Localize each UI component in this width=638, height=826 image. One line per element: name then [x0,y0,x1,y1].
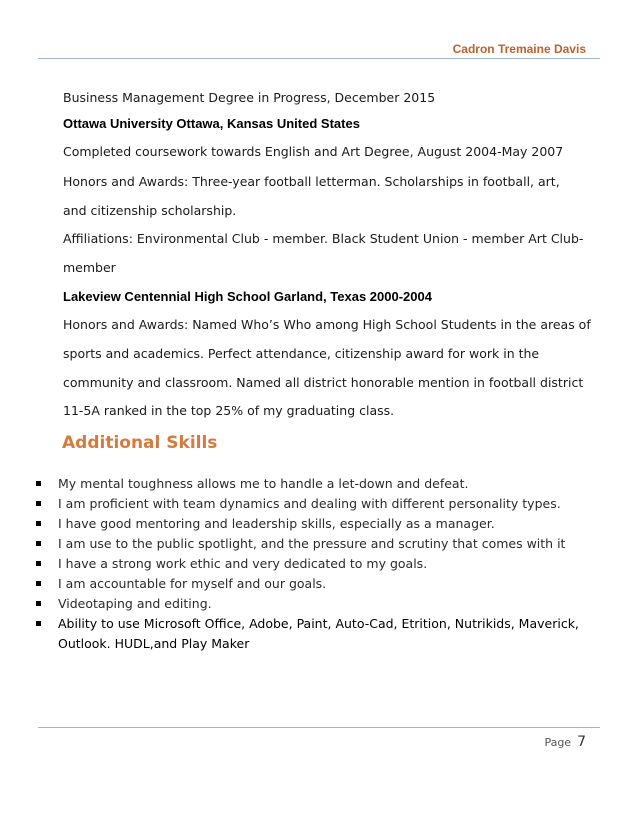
bullet-icon [36,521,41,526]
page-number: 7 [577,734,586,750]
bullet-icon [36,581,41,586]
skill-text: Ability to use Microsoft Office, Adobe, Paint, Auto-Cad, Etrition, Nutrikids, Maverick, Outlook. HUDL,and Play Maker [58,616,579,651]
skill-text: My mental toughness allows me to handle a let-down and defeat. [58,476,469,491]
list-item [36,594,596,614]
hs-honors-line-4: 11-5A ranked in the top 25% of my graduating class. [63,403,395,418]
list-item [36,474,596,494]
header-divider [38,58,600,59]
skill-text: Videotaping and editing. [58,596,212,611]
footer-divider [38,727,600,728]
bullet-icon [36,621,41,626]
hs-honors-line-3: community and classroom. Named all district honorable mention in football district [63,375,584,390]
bullet-icon [36,541,41,546]
hs-honors-line-1: Honors and Awards: Named Who’s Who among High School Students in the areas of [63,317,591,332]
affiliations-line-2: member [63,260,116,275]
skill-text: I am use to the public spotlight, and the pressure and scrutiny that comes with it [58,536,566,551]
degree-progress-line: Business Management Degree in Progress, December 2015 [63,90,436,105]
affiliations-line-1: Affiliations: Environmental Club - member. Black Student Union - member Art Club- [63,231,584,246]
bullet-icon [36,481,41,486]
list-item [36,514,596,534]
coursework-line: Completed coursework towards English and Art Degree, August 2004-May 2007 [63,144,564,159]
list-item [36,494,596,514]
page-label: Page [544,736,572,749]
ottawa-university-heading: Ottawa University Ottawa, Kansas United States [63,116,360,131]
header-name: Cadron Tremaine Davis [452,42,586,56]
lakeview-heading: Lakeview Centennial High School Garland, Texas 2000-2004 [63,289,432,304]
list-item [36,554,596,574]
list-item [36,574,596,594]
honors-line-2: and citizenship scholarship. [63,203,237,218]
list-item [36,534,596,554]
skill-text: I am proficient with team dynamics and dealing with different personality types. [58,496,561,511]
list-item [36,614,596,654]
skill-text: I have a strong work ethic and very dedicated to my goals. [58,556,428,571]
bullet-icon [36,561,41,566]
skill-text: I have good mentoring and leadership skills, especially as a manager. [58,516,495,531]
hs-honors-line-2: sports and academics. Perfect attendance, citizenship award for work in the [63,346,540,361]
skill-text: I am accountable for myself and our goals. [58,576,327,591]
page-footer [544,734,586,750]
skills-list [36,474,596,654]
additional-skills-heading: Additional Skills [62,433,218,453]
honors-line-1: Honors and Awards: Three-year football letterman. Scholarships in football, art, [63,174,560,189]
bullet-icon [36,501,41,506]
bullet-icon [36,601,41,606]
